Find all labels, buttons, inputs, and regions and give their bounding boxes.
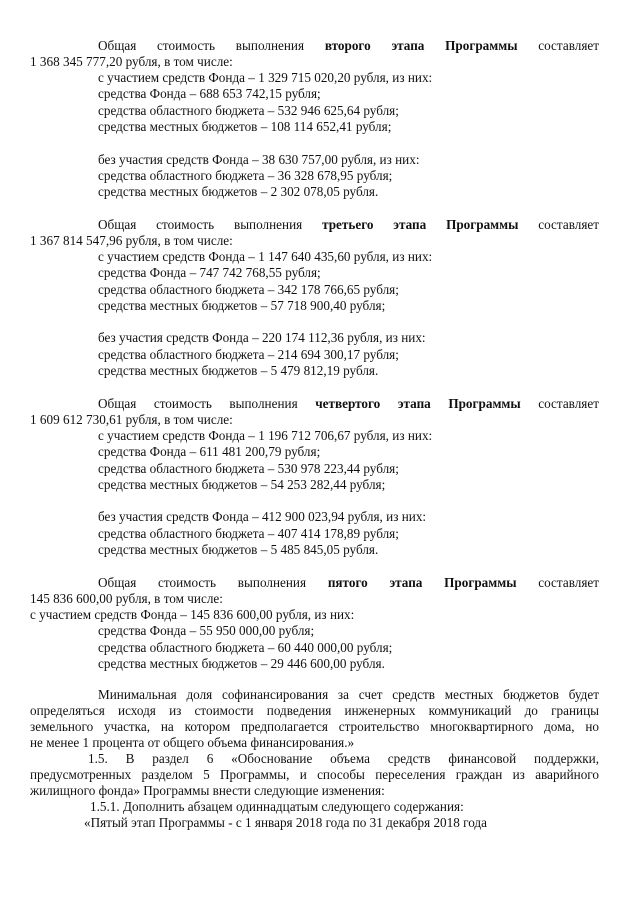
stage2-heading-post: составляет	[538, 38, 599, 53]
stage3-with-fund: с участием средств Фонда – 1 147 640 435,60 рубля, из них:	[98, 249, 433, 264]
stage3-with-fund-item: средства областного бюджета – 342 178 766,65 рубля;	[98, 282, 399, 297]
stage2-with-fund-item: средства Фонда – 688 653 742,15 рубля;	[98, 86, 321, 101]
min-share-line: не менее 1 процента от общего объема финансирования.»	[30, 735, 355, 750]
stage4-without-fund-item: средства местных бюджетов – 5 485 845,05 рубля.	[98, 542, 379, 557]
quote-line: «Пятый этап Программы - с 1 января 2018 года по 31 декабря 2018 года	[84, 815, 487, 830]
stage5-heading-post: составляет	[538, 575, 599, 590]
stage3-with-fund-item: средства местных бюджетов – 57 718 900,40 рубля;	[98, 298, 386, 313]
stage5-with-fund-item: средства областного бюджета – 60 440 000,00 рубля;	[98, 640, 393, 655]
stage5-total: 145 836 600,00 рубля, в том числе:	[30, 591, 223, 606]
stage5-with-fund-item: средства Фонда – 55 950 000,00 рубля;	[98, 623, 315, 638]
stage3-without-fund-item: средства областного бюджета – 214 694 300,17 рубля;	[98, 347, 399, 362]
stage3-heading-bold: третьего этапа Программы	[322, 217, 519, 232]
stage5-with-fund-item: средства местных бюджетов – 29 446 600,00 рубля.	[98, 656, 385, 671]
stage4-with-fund-item: средства Фонда – 611 481 200,79 рубля;	[98, 444, 321, 459]
stage2-heading	[98, 38, 599, 54]
item-1-5-line: предусмотренных разделом 5 Программы, и способы переселения граждан из аварийного	[30, 767, 599, 782]
stage2-without-fund-item: средства областного бюджета – 36 328 678,95 рубля;	[98, 168, 393, 183]
item-1-5-1: 1.5.1. Дополнить абзацем одиннадцатым следующего содержания:	[90, 799, 464, 814]
stage3-with-fund-item: средства Фонда – 747 742 768,55 рубля;	[98, 265, 321, 280]
min-share-line: Минимальная доля софинансирования за счет средств местных бюджетов будет	[98, 687, 599, 702]
stage2-with-fund: с участием средств Фонда – 1 329 715 020,20 рубля, из них:	[98, 70, 433, 85]
stage3-without-fund: без участия средств Фонда – 220 174 112,36 рубля, из них:	[98, 330, 426, 345]
stage2-total: 1 368 345 777,20 рубля, в том числе:	[30, 54, 233, 69]
stage4-total: 1 609 612 730,61 рубля, в том числе:	[30, 412, 233, 427]
stage4-heading-pre: Общая стоимость выполнения	[98, 396, 298, 411]
stage5-heading-pre: Общая стоимость выполнения	[98, 575, 307, 590]
stage4-heading-post: составляет	[538, 396, 599, 411]
stage4-with-fund-item: средства областного бюджета – 530 978 223,44 рубля;	[98, 461, 399, 476]
stage2-with-fund-item: средства местных бюджетов – 108 114 652,41 рубля;	[98, 119, 392, 134]
stage3-heading-pre: Общая стоимость выполнения	[98, 217, 303, 232]
stage4-without-fund: без участия средств Фонда – 412 900 023,94 рубля, из них:	[98, 509, 427, 524]
stage2-heading-pre: Общая стоимость выполнения	[98, 38, 305, 53]
stage5-heading-bold: пятого этапа Программы	[327, 575, 517, 590]
min-share-line: определяться исходя из стоимости подведения инженерных коммуникаций до границы	[30, 703, 599, 718]
stage4-without-fund-item: средства областного бюджета – 407 414 178,89 рубля;	[98, 526, 399, 541]
stage2-heading-bold: второго этапа Программы	[324, 38, 518, 53]
stage2-without-fund-item: средства местных бюджетов – 2 302 078,05 рубля.	[98, 184, 379, 199]
stage2-without-fund: без участия средств Фонда – 38 630 757,00 рубля, из них:	[98, 152, 420, 167]
stage2-with-fund-item: средства областного бюджета – 532 946 625,64 рубля;	[98, 103, 399, 118]
stage5-heading	[98, 575, 599, 591]
item-1-5-line: 1.5. В раздел 6 «Обоснование объема средств финансовой поддержки,	[88, 751, 599, 766]
stage3-without-fund-item: средства местных бюджетов – 5 479 812,19 рубля.	[98, 363, 379, 378]
stage4-heading	[98, 396, 599, 412]
min-share-line: земельного участка, на котором предполагается строительство многоквартирного дома, но	[30, 719, 599, 734]
stage4-with-fund: с участием средств Фонда – 1 196 712 706,67 рубля, из них:	[98, 428, 433, 443]
stage3-heading	[98, 217, 599, 233]
stage3-total: 1 367 814 547,96 рубля, в том числе:	[30, 233, 233, 248]
stage4-with-fund-item: средства местных бюджетов – 54 253 282,44 рубля;	[98, 477, 386, 492]
stage5-with-fund: с участием средств Фонда – 145 836 600,00 рубля, из них:	[30, 607, 355, 622]
item-1-5-line: жилищного фонда» Программы внести следующие изменения:	[30, 783, 385, 798]
stage3-heading-post: составляет	[538, 217, 599, 232]
stage4-heading-bold: четвертого этапа Программы	[315, 396, 521, 411]
